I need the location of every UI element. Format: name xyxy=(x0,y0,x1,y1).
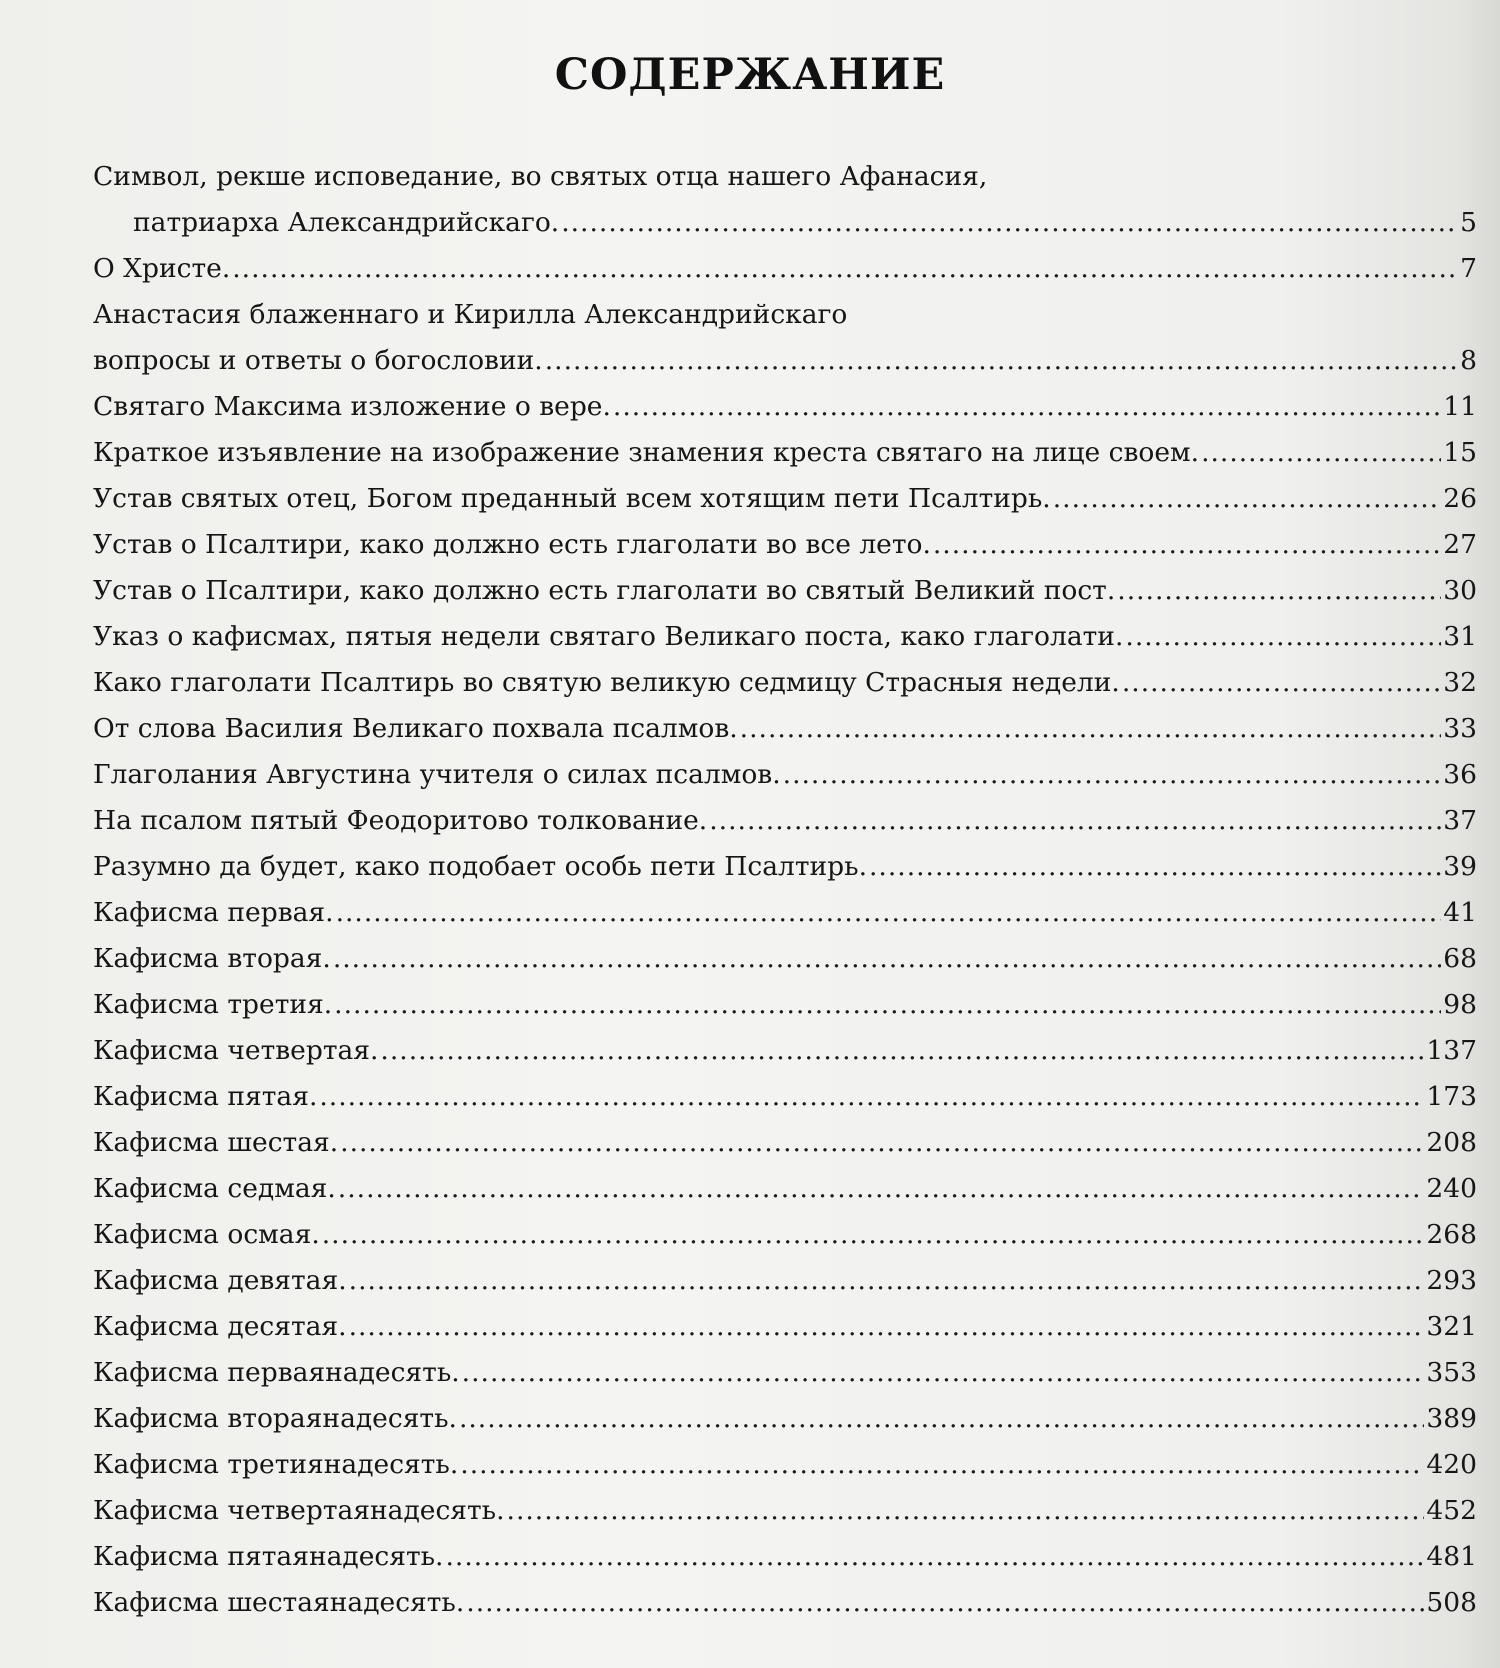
toc-leader-dots xyxy=(740,706,1442,752)
toc-entry xyxy=(93,1074,1477,1120)
toc-entry-row xyxy=(93,1074,1477,1120)
page-title: СОДЕРЖАНИЕ xyxy=(554,50,946,100)
toc-entry-row xyxy=(93,1028,1477,1074)
toc-entry-title: Кафисма пятая. xyxy=(93,1081,318,1112)
toc-entry xyxy=(93,1580,1477,1626)
toc-entry-title: Святаго Максима изложение о вере. xyxy=(93,391,611,422)
toc-leader-dots xyxy=(322,1212,1425,1258)
toc-entry-row xyxy=(93,1258,1477,1304)
toc-entry-row xyxy=(93,798,1477,844)
toc-entry-row xyxy=(93,1488,1477,1534)
toc-leader-dots xyxy=(349,1258,1425,1304)
toc-entry-row xyxy=(93,338,1477,384)
toc-page-number: 33 xyxy=(1443,713,1477,744)
toc-leader-dots xyxy=(613,384,1441,430)
toc-entry-title: О Христе. xyxy=(93,253,231,284)
toc-entry-title: Кафисма третия. xyxy=(93,989,333,1020)
toc-entry-row xyxy=(93,1120,1477,1166)
toc-entry-title: Кафисма седмая. xyxy=(93,1173,336,1204)
toc-entry xyxy=(93,246,1477,292)
toc-entry-row xyxy=(93,1534,1477,1580)
toc-entry xyxy=(93,384,1477,430)
toc-page-number: 15 xyxy=(1443,437,1477,468)
toc-entry-row xyxy=(93,752,1477,798)
toc-entry-title: Устав святых отец, Богом преданный всем хотящим пети Псалтирь. xyxy=(93,483,1051,514)
toc-page-number: 8 xyxy=(1460,345,1477,376)
toc-page-number: 41 xyxy=(1443,897,1477,928)
toc-entry xyxy=(93,430,1477,476)
toc-entry xyxy=(93,1212,1477,1258)
toc-entry xyxy=(93,1396,1477,1442)
toc-entry xyxy=(93,798,1477,844)
toc-entry-row xyxy=(93,568,1477,614)
toc-entry-title-line1: Символ, рекше исповедание, во святых отца нашего Афанасия, xyxy=(93,161,988,192)
toc-page-number: 5 xyxy=(1460,207,1477,238)
toc-leader-dots xyxy=(1117,568,1441,614)
toc-page-number: 30 xyxy=(1443,575,1477,606)
toc-entry-row xyxy=(93,936,1477,982)
toc-entry-row xyxy=(93,844,1477,890)
toc-entry xyxy=(93,1350,1477,1396)
toc-leader-dots xyxy=(1122,660,1441,706)
toc-leader-dots xyxy=(933,522,1441,568)
toc-entry-title: Кафисма десятая. xyxy=(93,1311,347,1342)
toc-entry-title: Кафисма вторая. xyxy=(93,943,331,974)
toc-page-number: 32 xyxy=(1443,667,1477,698)
toc-entry xyxy=(93,1534,1477,1580)
toc-entry xyxy=(93,154,1477,246)
toc-page-number: 268 xyxy=(1426,1219,1477,1250)
toc-leader-dots xyxy=(466,1580,1424,1626)
toc-entry-row xyxy=(93,660,1477,706)
toc-entry-row xyxy=(93,1442,1477,1488)
toc-entry-title: патриарха Александрийскаго. xyxy=(133,207,560,238)
toc-entry xyxy=(93,1304,1477,1350)
toc-entry-title: Глаголания Августина учителя о силах псалмов. xyxy=(93,759,781,790)
toc-entry-row xyxy=(93,1166,1477,1212)
toc-leader-dots xyxy=(459,1396,1424,1442)
toc-leader-dots xyxy=(336,890,1442,936)
toc-entry-title: Устав о Псалтири, како должно есть глаголати во все лето. xyxy=(93,529,931,560)
toc-entry-title: Кафисма девятая. xyxy=(93,1265,347,1296)
toc-leader-dots xyxy=(232,246,1458,292)
toc-leader-dots xyxy=(340,1120,1424,1166)
toc-leader-dots xyxy=(1053,476,1442,522)
toc-leader-dots xyxy=(869,844,1441,890)
toc-entry xyxy=(93,1488,1477,1534)
toc-entry-row xyxy=(93,1212,1477,1258)
toc-leader-dots xyxy=(319,1074,1424,1120)
toc-entry-title: вопросы и ответы о богословии. xyxy=(93,345,543,376)
toc-entry xyxy=(93,1442,1477,1488)
toc-page-number: 481 xyxy=(1426,1541,1477,1572)
toc-leader-dots xyxy=(545,338,1458,384)
toc-entry-title: На псалом пятый Феодоритово толкование. xyxy=(93,805,708,836)
toc-page-number: 508 xyxy=(1426,1587,1477,1618)
toc-entry-row xyxy=(93,476,1477,522)
toc-entry xyxy=(93,660,1477,706)
toc-page-number: 137 xyxy=(1426,1035,1477,1066)
toc-leader-dots xyxy=(783,752,1442,798)
toc-page-number: 11 xyxy=(1443,391,1477,422)
toc-page-number: 173 xyxy=(1426,1081,1477,1112)
toc-entry-row xyxy=(93,706,1477,752)
toc-entry xyxy=(93,936,1477,982)
toc-leader-dots xyxy=(507,1488,1425,1534)
toc-entry-row xyxy=(93,522,1477,568)
toc-entry-row xyxy=(93,1304,1477,1350)
toc-entry xyxy=(93,614,1477,660)
toc-entry-title: Како глаголати Псалтирь во святую великую седмицу Страсныя недели. xyxy=(93,667,1120,698)
toc-page-number: 26 xyxy=(1443,483,1477,514)
toc-entry-row xyxy=(93,982,1477,1028)
toc-entry-row xyxy=(93,384,1477,430)
toc-page-number: 37 xyxy=(1443,805,1477,836)
toc-page-number: 98 xyxy=(1443,989,1477,1020)
toc-leader-dots xyxy=(349,1304,1425,1350)
toc-entry xyxy=(93,1166,1477,1212)
toc-entry-title: Кафисма втораянадесять. xyxy=(93,1403,457,1434)
toc-entry-title-line1: Анастасия блаженнаго и Кирилла Александрийскаго xyxy=(93,299,848,330)
toc-entry xyxy=(93,1120,1477,1166)
toc-entry-title: Указ о кафисмах, пятыя недели святаго Великаго поста, како глаголати. xyxy=(93,621,1124,652)
toc-entry-title: Кафисма четвертая. xyxy=(93,1035,379,1066)
toc-entry xyxy=(93,844,1477,890)
toc-entry-title: Разумно да будет, како подобает особь пети Псалтирь. xyxy=(93,851,867,882)
toc-leader-dots xyxy=(1201,430,1441,476)
toc-entry-row xyxy=(93,1580,1477,1626)
toc-leader-dots xyxy=(462,1350,1425,1396)
toc-page-number: 321 xyxy=(1426,1311,1477,1342)
toc-entry xyxy=(93,890,1477,936)
toc-entry-title: От слова Василия Великаго похвала псалмов. xyxy=(93,713,738,744)
toc-entry-row xyxy=(93,200,1477,246)
toc-page-number: 31 xyxy=(1443,621,1477,652)
toc-leader-dots xyxy=(561,200,1458,246)
toc-entry-title: Кафисма пятаянадесять. xyxy=(93,1541,444,1572)
toc-entry xyxy=(93,1258,1477,1304)
toc-entry-row xyxy=(93,890,1477,936)
toc-entry-title: Кафисма шестая. xyxy=(93,1127,339,1158)
toc-entry-title: Кафисма перваянадесять. xyxy=(93,1357,460,1388)
toc-entry-title: Краткое изъявление на изображение знамения креста святаго на лице своем. xyxy=(93,437,1200,468)
toc-entry-title: Кафисма третиянадесять. xyxy=(93,1449,459,1480)
toc-entry xyxy=(93,706,1477,752)
toc-entry xyxy=(93,568,1477,614)
toc-entry xyxy=(93,752,1477,798)
toc-page-number: 39 xyxy=(1443,851,1477,882)
toc-leader-dots xyxy=(1125,614,1441,660)
toc-entry-row xyxy=(93,1396,1477,1442)
toc-entry-title: Устав о Псалтири, како должно есть глаголати во святый Великий пост. xyxy=(93,575,1116,606)
toc-leader-dots xyxy=(445,1534,1424,1580)
toc-page-number: 7 xyxy=(1460,253,1477,284)
toc-leader-dots xyxy=(460,1442,1424,1488)
toc-page-number: 353 xyxy=(1426,1357,1477,1388)
toc-leader-dots xyxy=(709,798,1441,844)
toc-page-number: 452 xyxy=(1426,1495,1477,1526)
toc-entry-title: Кафисма шестаянадесять. xyxy=(93,1587,465,1618)
toc-page-number: 293 xyxy=(1426,1265,1477,1296)
toc-entry-row xyxy=(93,614,1477,660)
toc-entry-row xyxy=(93,246,1477,292)
toc-entry xyxy=(93,292,1477,384)
toc-entry xyxy=(93,982,1477,1028)
table-of-contents xyxy=(93,154,1477,1626)
toc-entry xyxy=(93,476,1477,522)
toc-entry-title: Кафисма осмая. xyxy=(93,1219,320,1250)
toc-page-number: 420 xyxy=(1426,1449,1477,1480)
toc-leader-dots xyxy=(380,1028,1424,1074)
toc-leader-dots xyxy=(334,982,1441,1028)
toc-page-number: 208 xyxy=(1426,1127,1477,1158)
toc-entry-row xyxy=(93,1350,1477,1396)
toc-entry-title: Кафисма четвертаянадесять. xyxy=(93,1495,505,1526)
toc-page-number: 389 xyxy=(1426,1403,1477,1434)
toc-leader-dots xyxy=(338,1166,1425,1212)
toc-page-number: 240 xyxy=(1426,1173,1477,1204)
toc-page-number: 36 xyxy=(1443,759,1477,790)
toc-entry-row xyxy=(93,430,1477,476)
toc-entry xyxy=(93,522,1477,568)
toc-leader-dots xyxy=(333,936,1441,982)
toc-page-number: 68 xyxy=(1443,943,1477,974)
toc-entry xyxy=(93,1028,1477,1074)
toc-page-number: 27 xyxy=(1443,529,1477,560)
toc-entry-title: Кафисма первая. xyxy=(93,897,334,928)
